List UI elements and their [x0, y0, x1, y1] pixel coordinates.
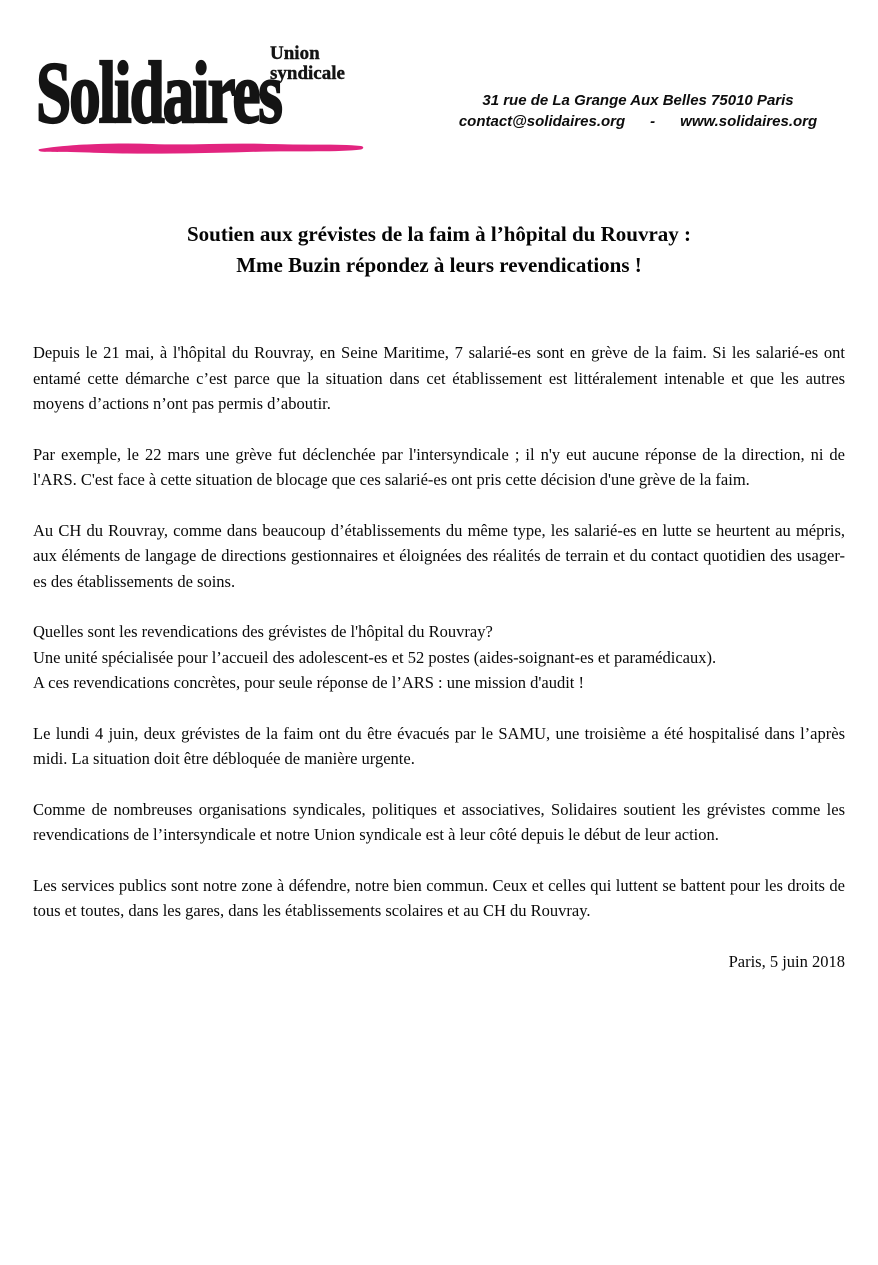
dateline: Paris, 5 juin 2018: [728, 951, 845, 971]
paragraph-line: Au CH du Rouvray, comme dans beaucoup d’établissements du même type, les salarié-es en lutte se heurtent au mépris, aux éléments de langage de directions gestionnaires et éloignées des réalités de terrain et du contact quotidien des usager-es des établissements de soins.: [33, 520, 845, 591]
paragraph-line: Les services publics sont notre zone à défendre, notre bien commun. Ceux et celles qui luttent se battent pour les droits de tous et toutes, dans les gares, dans les établissements scolaires et au CH du Rouvray.: [33, 875, 845, 920]
paragraph-line: Comme de nombreuses organisations syndicales, politiques et associatives, Solidaires soutient les grévistes comme les revendications de l’intersyndicale et notre Union syndicale est à leur côté depuis le début de leur action.: [33, 799, 845, 844]
logo-union-line1: Union: [270, 43, 320, 64]
paragraph: [33, 442, 845, 493]
document-title: [0, 219, 878, 281]
paragraph-line: Par exemple, le 22 mars une grève fut déclenchée par l'intersyndicale ; il n'y eut aucune réponse de la direction, ni de l'ARS. C'est face à cette situation de blocage que ces salarié-es ont pris cette décision d'une grève de la faim.: [33, 444, 845, 489]
logo-brush-underline: [37, 139, 365, 159]
paragraph-line: Le lundi 4 juin, deux grévistes de la faim ont du être évacués par le SAMU, une troisième a été hospitalisé dans l’après midi. La situation doit être débloquée de manière urgente.: [33, 723, 845, 768]
document-body: [33, 340, 845, 974]
document-title-line2: Mme Buzin répondez à leurs revendications !: [236, 253, 642, 277]
solidaires-logo: [0, 0, 420, 170]
paragraph-line: A ces revendications concrètes, pour seule réponse de l’ARS : une mission d'audit !: [33, 673, 585, 692]
paragraph: [33, 340, 845, 417]
paragraph: [33, 518, 845, 595]
paragraph-line: Depuis le 21 mai, à l'hôpital du Rouvray, en Seine Maritime, 7 salarié-es sont en grève de la faim. Si les salarié-es ont entamé cette démarche c’est parce que la situation dans cet établissement est littéralement intenable et que les autres moyens d’actions n’ont pas permis d’aboutir.: [33, 343, 845, 413]
logo-union-line2: syndicale: [270, 63, 345, 84]
paragraph: [33, 619, 845, 696]
header-email-website: contact@solidaires.org - www.solidaires.org: [458, 113, 818, 130]
header-contact-block: [428, 90, 848, 132]
brush-stroke-detail: [77, 144, 347, 149]
paragraph-line: Une unité spécialisée pour l’accueil des adolescent-es et 52 postes (aides-soignant-es et paramédicaux).: [33, 647, 717, 667]
document-title-line1: Soutien aux grévistes de la faim à l’hôpital du Rouvray :: [186, 222, 692, 246]
paragraph-line: Quelles sont les revendications des grévistes de l'hôpital du Rouvray?: [33, 622, 493, 641]
header-address: 31 rue de La Grange Aux Belles 75010 Paris: [482, 92, 794, 109]
paragraph: [33, 721, 845, 772]
logo-union-syndicale-label: [270, 44, 345, 84]
logo-wordmark: Solidaires: [36, 45, 281, 142]
paragraph: [33, 797, 845, 848]
paragraph: [33, 873, 845, 924]
